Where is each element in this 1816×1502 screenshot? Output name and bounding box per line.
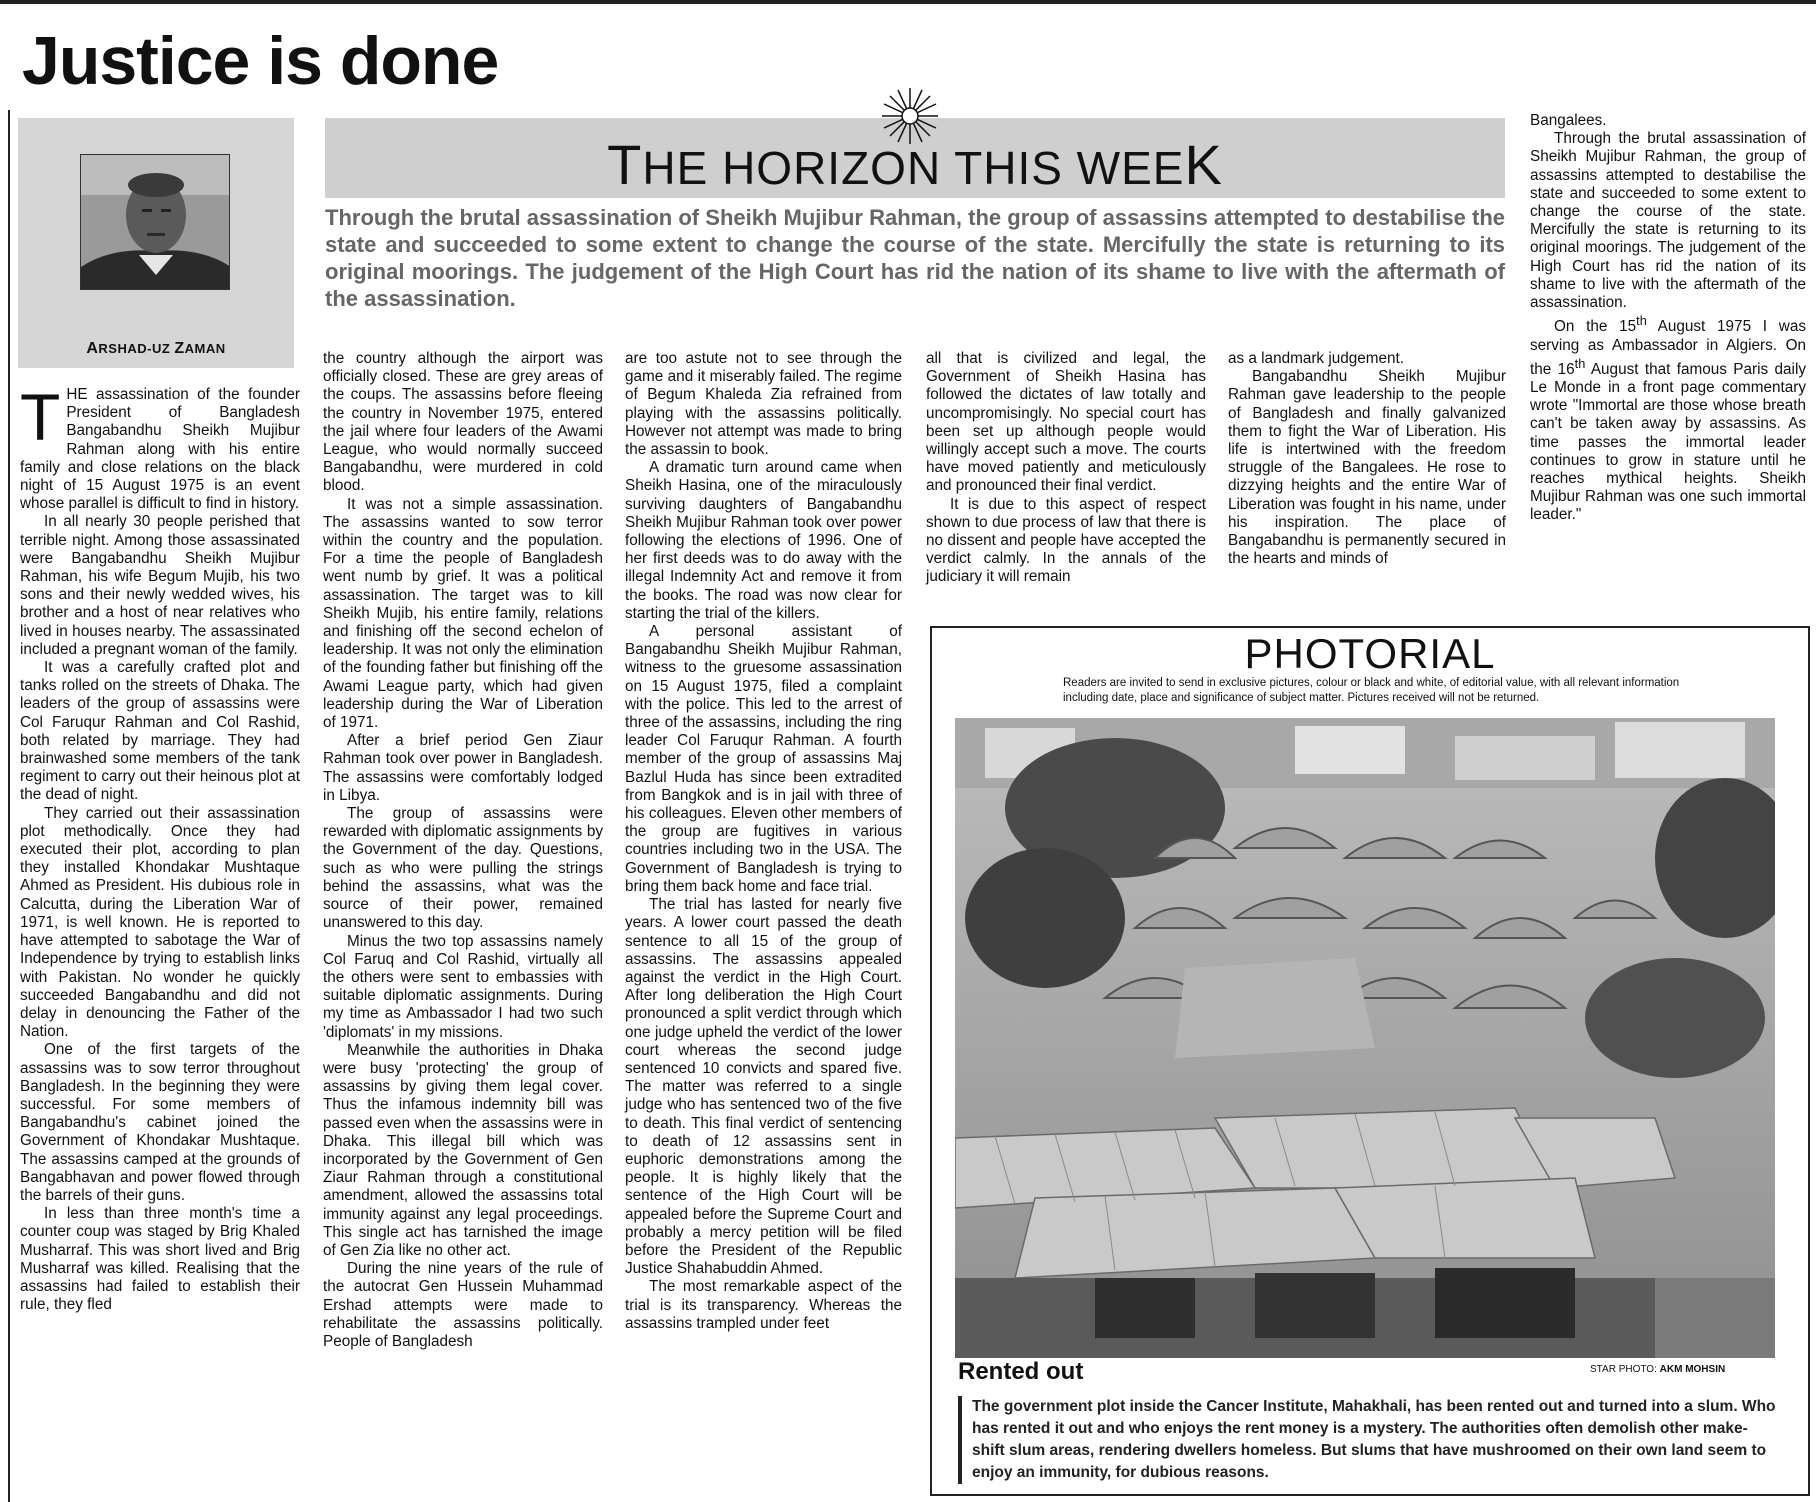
photorial-subtitle: Readers are invited to send in exclusive pictures, colour or black and white, of editorial value, with all relevant information including date, place and significance of subject matter. Pictures received will not be returned. [1063, 677, 1680, 704]
slum-photo [955, 718, 1775, 1358]
paragraph: During the nine years of the rule of the autocrat Gen Hussein Muhammad Ershad attempts were made to rehabilitate the assassins politically. People of Bangladesh [323, 1260, 603, 1350]
article-column-3 [625, 350, 902, 1333]
paragraph: One of the first targets of the assassins was to sow terror throughout Bangladesh. In the beginning they were successful. For some members of Bangabandhu's cabinet joined the Government of Khondakar Mushtaque. The assassins camped at the grounds of Bangabhavan and power flowed through the barrels of their guns. [20, 1041, 300, 1204]
paragraph: The trial has lasted for nearly five years. A lower court passed the death sentence to all 15 of the group of assassins. The assassins appealed against the verdict in the High Court. After long deliberation the High Court pronounced a split verdict through which one judge upheld the verdict of the lower court whereas the second judge sentenced 10 convicts and spared five. The matter was referred to a single judge who has sentenced two of the five to death. This final verdict of sentencing to death of 12 assassins sent in euphoric demonstrations among the people. It is highly likely that the sentence of the High Court will be appealed before the Supreme Court and probably a mercy petition will be filed before the President of the Republic Justice Shahabuddin Ahmed. [625, 896, 902, 1278]
paragraph: Bangabandhu Sheikh Mujibur Rahman gave leadership to the people of Bangladesh and finally galvanized them to fight the War of Liberation. His life is intertwined with the freedom struggle of the Bangalees. He rose to dizzying heights and the entire War of Liberation was fought in his name, under his inspiration. The place of Bangabandhu is permanently secured in the hearts and minds of [1228, 368, 1506, 568]
standfirst: Through the brutal assassination of Sheikh Mujibur Rahman, the group of assassins attempted to destabilise the state and succeeded to some extent to change the course of the state. Mercifully the state is returning to its original moorings. The judgement of the High Court has rid the nation of its shame to live with the aftermath of the assassination. [325, 205, 1505, 311]
left-rule [8, 110, 10, 1502]
article-column-6 [1530, 112, 1806, 525]
paragraph: as a landmark judgement. [1228, 350, 1405, 367]
paragraph: A dramatic turn around came when Sheikh Hasina, one of the miraculously surviving daughters of Bangabandhu Sheikh Mujibur Rahman took over power following the elections of 1996. One of her first deeds was to do away with the illegal Indemnity Act and remove it from the books. The road was now clear for starting the trial of the killers. [625, 459, 902, 622]
paragraph: are too astute not to see through the game and it miserably failed. The regime of Begum Khaleda Zia refrained from playing with the assassins politically. However not attempt was made to bring the assassin to book. [625, 350, 902, 459]
paragraph: Bangalees. [1530, 112, 1607, 129]
article-column-1 [20, 380, 300, 1314]
paragraph: the country although the airport was officially closed. These are grey areas of the coups. The assassins before fleeing the country in November 1975, entered the jail where four leaders of the Awami League, who would normally succeed Bangabandhu, were murdered in cold blood. [323, 350, 603, 495]
paragraph: It was a carefully crafted plot and tanks rolled on the streets of Dhaka. The leaders of the group of assassins were Col Faruqur Rahman and Col Rashid, both related by marriage. They had brainwashed some members of the tank regiment to carry out their heinous plot at the dead of night. [20, 659, 300, 804]
author-byline: ARSHAD-UZ ZAMAN [86, 340, 226, 357]
paragraph: A personal assistant of Bangabandhu Sheikh Mujibur Rahman, witness to the gruesome assassination on 15 August 1975, filed a complaint with the police. This led to the arrest of three of the assassins, including the ring leader Col Faruqur Rahman. A fourth member of the group of assassins Maj Bazlul Huda has since been extradited from Bangkok and is in jail with three of his colleagues. Eleven other members of the group are fugitives in various countries including two in the USA. The Government of Bangladesh is trying to bring them back home and face trial. [625, 623, 902, 895]
author-portrait [80, 154, 230, 290]
paragraph: Minus the two top assassins namely Col Faruq and Col Rashid, virtually all the others were sent to embassies with suitable diplomatic assignments. During my time as Ambassador I had two such 'diplomats' in my missions. [323, 932, 603, 1041]
paragraph: In all nearly 30 people perished that terrible night. Among those assassinated were Bangabandhu Sheikh Mujibur Rahman, his wife Begum Mujib, his two sons and their newly wedded wives, his brother and a host of near relatives who lived in houses nearby. The assassinated included a pregnant woman of the family. [20, 513, 300, 658]
paragraph: They carried out their assassination plot methodically. Once they had executed their plot, according to plan they installed Khondakar Mushtaque Ahmed as President. His dubious role in Calcutta, during the Liberation War of 1971, is well known. He is reported to have attempted to sabotage the War of Independence by trying to establish links with Pakistan. No wonder he quickly succeeded Bangabandhu and did not delay in denouncing the Father of the Nation. [20, 804, 300, 1041]
article-column-2 [323, 350, 603, 1351]
paragraph: all that is civilized and legal, the Government of Sheikh Hasina has followed the dictates of law totally and uncompromisingly. No special court has been set up although people would willingly accept such a move. The courts have moved patiently and meticulously and pronounced their final verdict. [926, 350, 1206, 495]
paragraph: The group of assassins were rewarded with diplomatic assignments by the Government of the day. Questions, such as who were pulling the strings behind the assassins, what was the source of their power, remained unanswered to this day. [323, 805, 603, 932]
horizon-title: THE HORIZON THIS WEEK [607, 133, 1223, 196]
paragraph: After a brief period Gen Ziaur Rahman took over power in Bangladesh. The assassins were comfortably lodged in Libya. [323, 732, 603, 804]
paragraph: In less than three month's time a counter coup was staged by Brig Khaled Musharraf. This was short lived and Brig Musharraf was killed. Realising that the assassins had failed to establish their rule, they fled [20, 1205, 300, 1314]
photo-credit: STAR PHOTO: AKM MOHSIN [1590, 1364, 1726, 1375]
top-rule [0, 0, 1816, 4]
paragraph: It is due to this aspect of respect shown to due process of law that there is no dissent and people have accepted the verdict calmly. In the annals of the judiciary it will remain [926, 495, 1206, 586]
paragraph: Meanwhile the authorities in Dhaka were busy 'protecting' the group of assassins by giving them legal cover. Thus the infamous indemnity bill was passed even when the assassins were in Dhaka. This illegal bill which was incorporated by the Government of Gen Ziaur Rahman through a constitutional amendment, allowed the assassins total immunity against any legal proceedings. This single act has tarnished the image of Gen Zia like no other act. [323, 1041, 603, 1259]
paragraph: It was not a simple assassination. The assassins wanted to sow terror within the country and the population. For a time the people of Bangladesh went numb by grief. It was a political assassination. The target was to kill Sheikh Mujib, his entire family, relations and finishing off the second echelon of leadership. It was not only the elimination of the founding father but finishing off the Awami League party, which had given leadership during the War of Liberation of 1971. [323, 495, 603, 732]
paragraph: THE assassination of the founder President of Bangladesh Bangabandhu Sheikh Mujibur Rahman along with his entire family and close relations on the black night of 15 August 1975 is an event whose parallel is difficult to find in history. [20, 380, 300, 513]
photo-caption: The government plot inside the Cancer Institute, Mahakhali, has been rented out and turned into a slum. Who has rented it out and who enjoys the rent money is a mystery. The authorities often demolish other make-shift slum areas, rendering dwellers homeless. But slums that have mushroomed on their own land seem to enjoy an immunity, for dubious reasons. [958, 1396, 1776, 1484]
article-column-4 [926, 350, 1206, 587]
paragraph: Through the brutal assassination of Sheikh Mujibur Rahman, the group of assassins attempted to destabilise the state and succeeded to some extent to change the course of the state. Mercifully the state is returning to its original moorings. The judgement of the High Court has rid the nation of its shame to live with the aftermath of the assassination. [1530, 130, 1806, 312]
article-column-5 [1228, 350, 1506, 568]
paragraph: The most remarkable aspect of the trial is its transparency. Whereas the assassins trampled under feet [625, 1278, 902, 1332]
photo-caption-title: Rented out [958, 1358, 1084, 1385]
paragraph: On the 15th August 1975 I was serving as Ambassador in Algiers. On the 16th August that famous Paris daily Le Monde in a front page commentary wrote "Immortal are those whose breath can't be taken away by assassins. As time passes the immortal leader continues to grow in stature until he reaches mythical heights. Sheikh Mujibur Rahman was one such immortal leader." [1530, 313, 1806, 524]
photorial-title: PHOTORIAL [1244, 630, 1496, 677]
author-box [18, 118, 294, 368]
drop-cap: T [20, 380, 61, 454]
headline: Justice is done [22, 23, 499, 99]
